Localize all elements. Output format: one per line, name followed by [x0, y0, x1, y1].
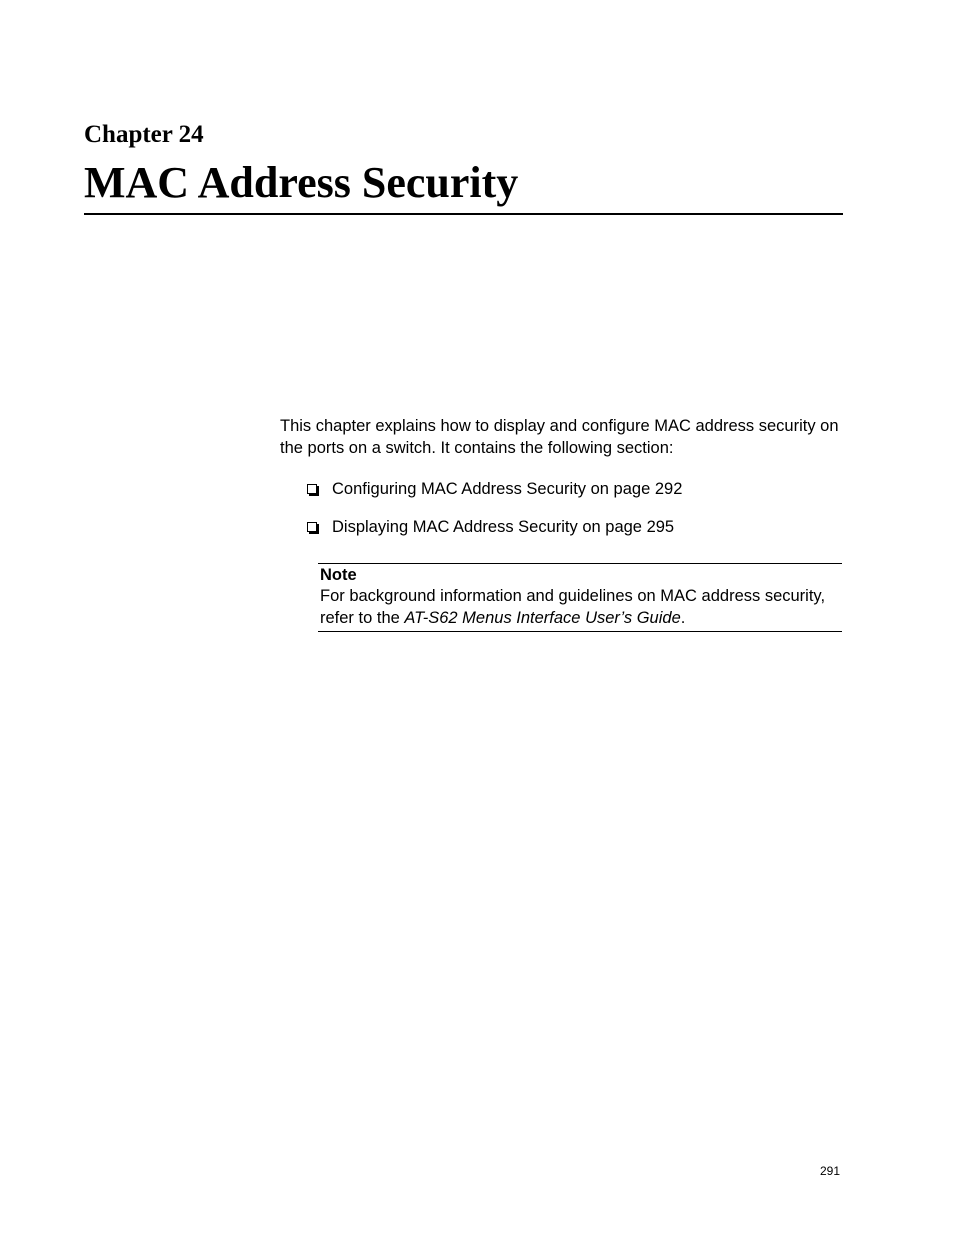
section-link-displaying[interactable]: Displaying MAC Address Security on page 295 [332, 518, 675, 536]
note-body-suffix: . [680, 609, 686, 627]
section-list-item [307, 516, 674, 538]
chapter-title: MAC Address Security [84, 158, 519, 207]
section-list-item [307, 478, 682, 500]
intro-paragraph: This chapter explains how to display and configure MAC address security on the ports on a switch. It contains the following section: [280, 417, 839, 457]
note-body [320, 585, 842, 629]
title-rule [84, 213, 843, 215]
note-book-title: AT-S62 Menus Interface User’s Guide [404, 609, 681, 627]
checkbox-icon [307, 484, 317, 494]
note-box [318, 563, 842, 632]
checkbox-icon [307, 522, 317, 532]
note-heading: Note [320, 566, 357, 584]
note-body-prefix: For background information and guidelines on MAC address security, refer to the [320, 587, 826, 627]
page-number: 291 [820, 1164, 841, 1178]
section-link-configuring[interactable]: Configuring MAC Address Security on page 292 [332, 480, 683, 498]
chapter-label: Chapter 24 [84, 121, 204, 148]
